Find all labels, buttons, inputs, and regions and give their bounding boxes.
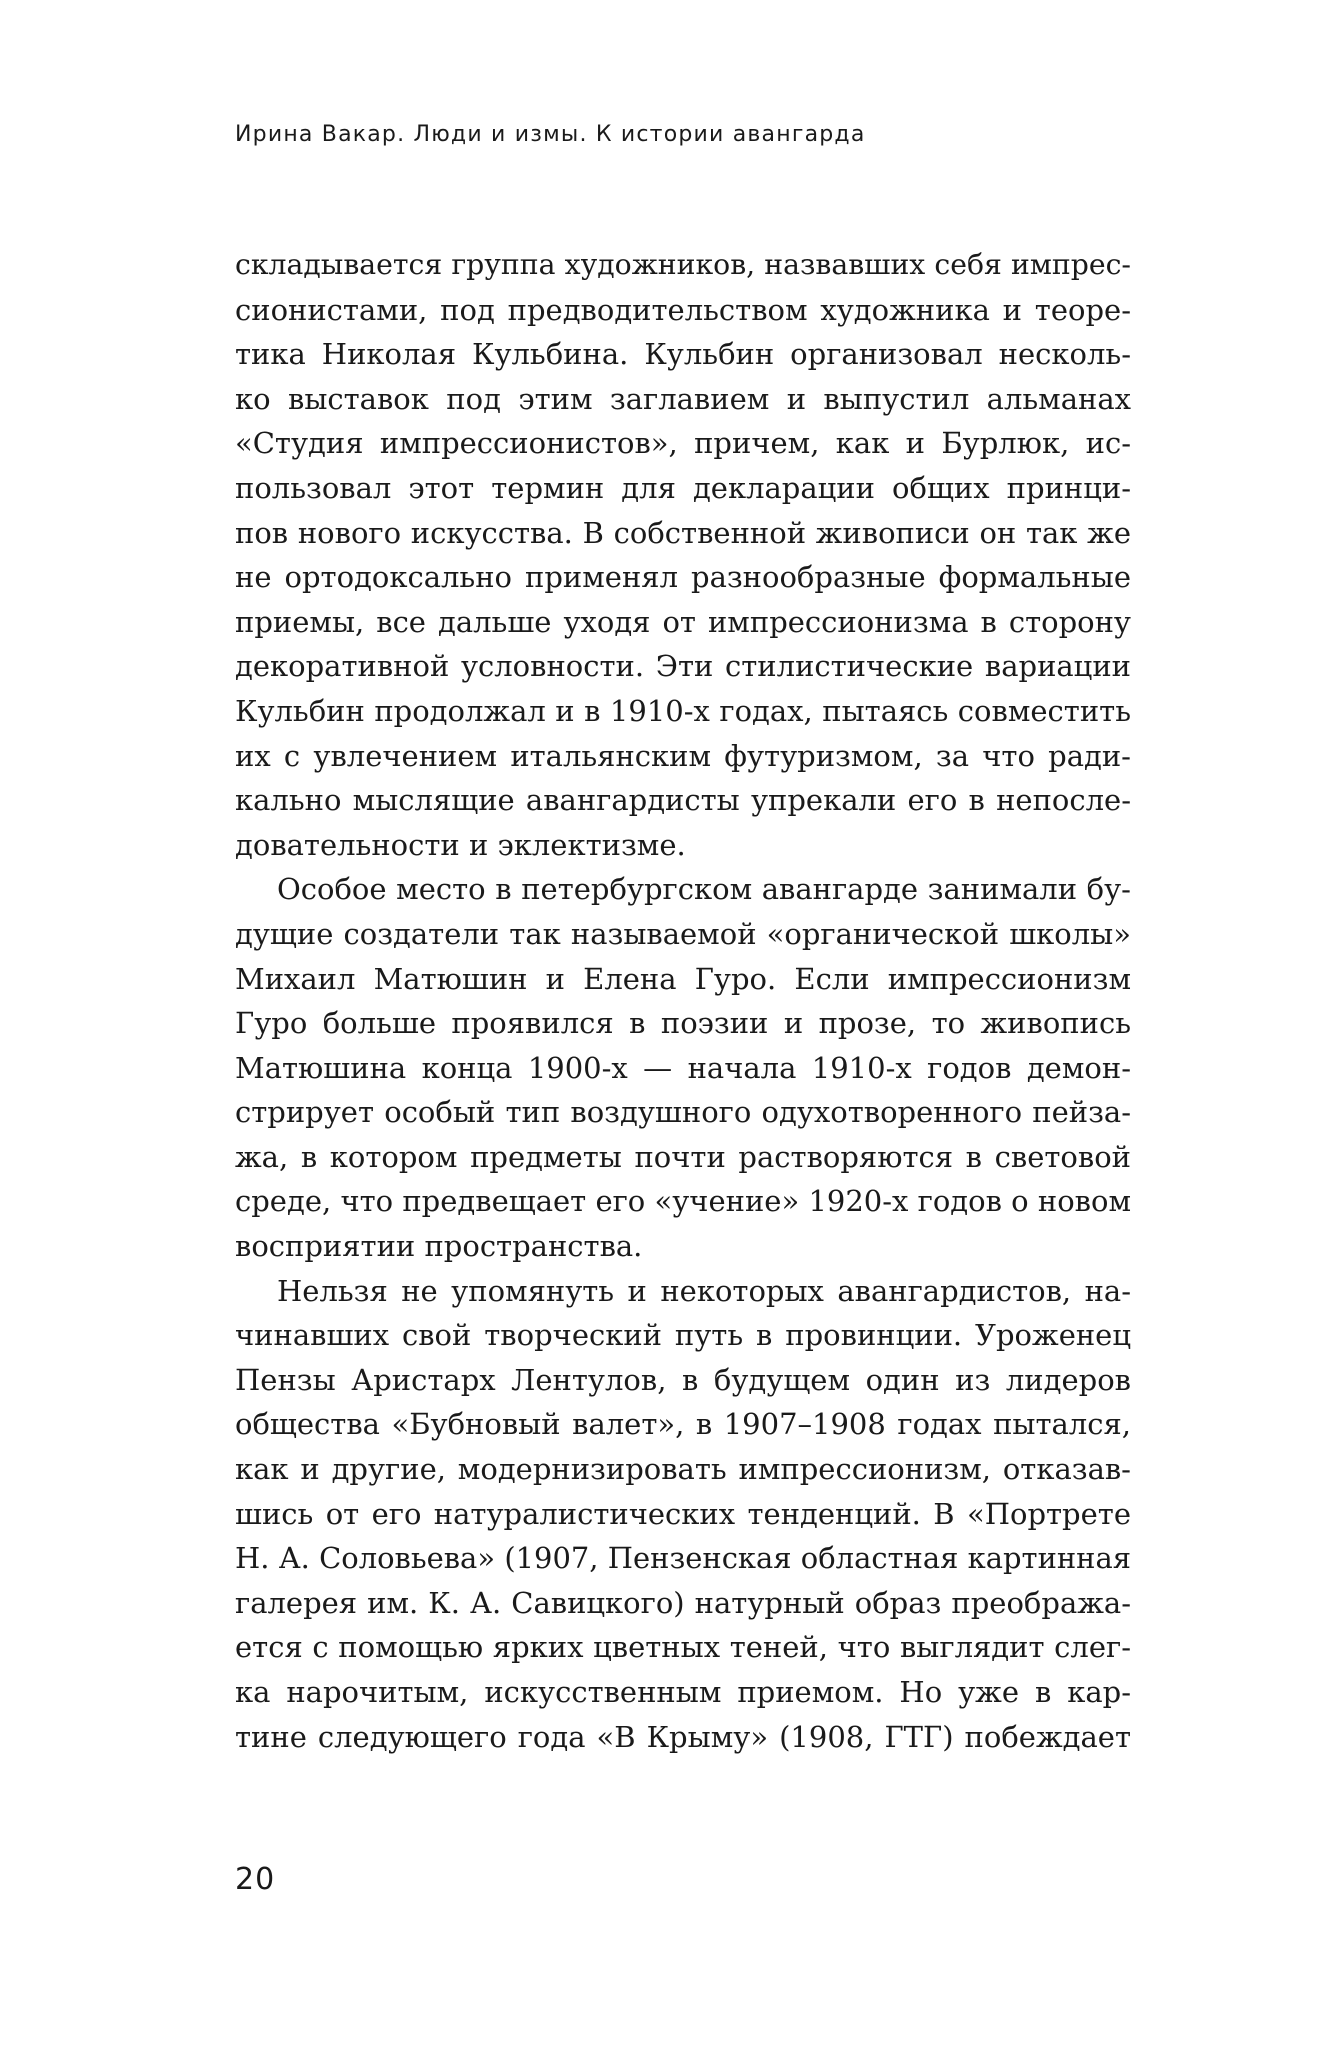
- text-line: ко выставок под этим заглавием и выпустил альманах: [235, 381, 1131, 416]
- text-line: Особое место в петербургском авангарде занимали бу-: [277, 872, 1131, 907]
- text-line: Кульбин продолжал и в 1910-х годах, пытаясь совместить: [235, 693, 1131, 728]
- text-line: ется с помощью ярких цветных теней, что выглядит слег-: [235, 1630, 1131, 1665]
- text-line: «Студия импрессионистов», причем, как и Бурлюк, ис-: [235, 426, 1131, 461]
- text-line: Матюшина конца 1900-х — начала 1910-х годов демон-: [235, 1050, 1131, 1085]
- text-line: сионистами, под предводительством художника и теоре-: [235, 292, 1131, 327]
- text-line: кально мыслящие авангардисты упрекали его в непосле-: [235, 783, 1131, 818]
- text-line: приемы, все дальше уходя от импрессионизма в сторону: [235, 604, 1131, 639]
- paragraph: [235, 867, 1131, 1268]
- paragraph: [235, 1269, 1131, 1760]
- text-line: восприятии пространства.: [235, 1229, 643, 1264]
- page-number: 20: [235, 1862, 276, 1897]
- text-line: как и другие, модернизировать импрессионизм, отказав-: [235, 1452, 1131, 1487]
- text-line: галерея им. К. А. Савицкого) натурный образ преобража-: [235, 1585, 1131, 1620]
- text-line: Михаил Матюшин и Елена Гуро. Если импрессионизм: [235, 961, 1131, 996]
- text-line: ка нарочитым, искусственным приемом. Но уже в кар-: [235, 1675, 1131, 1709]
- text-line: Гуро больше проявился в поэзии и прозе, то живопись: [235, 1006, 1131, 1041]
- body-text: [235, 243, 1131, 1759]
- text-line: шись от его натуралистических тенденций. В «Портрете: [235, 1496, 1131, 1531]
- text-line: пользовал этот термин для декларации общих принци-: [235, 470, 1131, 505]
- text-line: довательности и эклектизме.: [235, 827, 686, 862]
- text-line: не ортодоксально применял разнообразные формальные: [235, 560, 1131, 595]
- text-line: дущие создатели так называемой «органической школы»: [235, 916, 1131, 951]
- text-line: тика Николая Кульбина. Кульбин организовал несколь-: [235, 337, 1131, 372]
- text-line: их с увлечением итальянским футуризмом, за что ради-: [235, 738, 1131, 773]
- text-line: чинавших свой творческий путь в провинции. Уроженец: [235, 1318, 1131, 1353]
- text-line: Нельзя не упомянуть и некоторых авангардистов, на-: [277, 1273, 1131, 1308]
- text-line: среде, что предвещает его «учение» 1920-х годов о новом: [235, 1184, 1131, 1219]
- text-line: жа, в котором предметы почти растворяются в световой: [235, 1139, 1131, 1174]
- paragraph: [235, 243, 1131, 867]
- text-line: Н. А. Соловьева» (1907, Пензенская областная картинная: [235, 1541, 1131, 1576]
- text-line: тине следующего года «В Крыму» (1908, ГТГ) побеждает: [235, 1719, 1131, 1754]
- text-line: пов нового искусства. В собственной живописи он так же: [235, 515, 1131, 550]
- running-head: Ирина Вакар. Люди и измы. К истории авангарда: [235, 122, 866, 147]
- text-line: общества «Бубновый валет», в 1907–1908 годах пытался,: [235, 1407, 1131, 1442]
- text-line: декоративной условности. Эти стилистические вариации: [235, 649, 1131, 684]
- text-line: Пензы Аристарх Лентулов, в будущем один из лидеров: [235, 1362, 1131, 1397]
- text-line: стрирует особый тип воздушного одухотворенного пейза-: [235, 1095, 1131, 1130]
- text-line: складывается группа художников, назвавших себя импрес-: [235, 248, 1131, 281]
